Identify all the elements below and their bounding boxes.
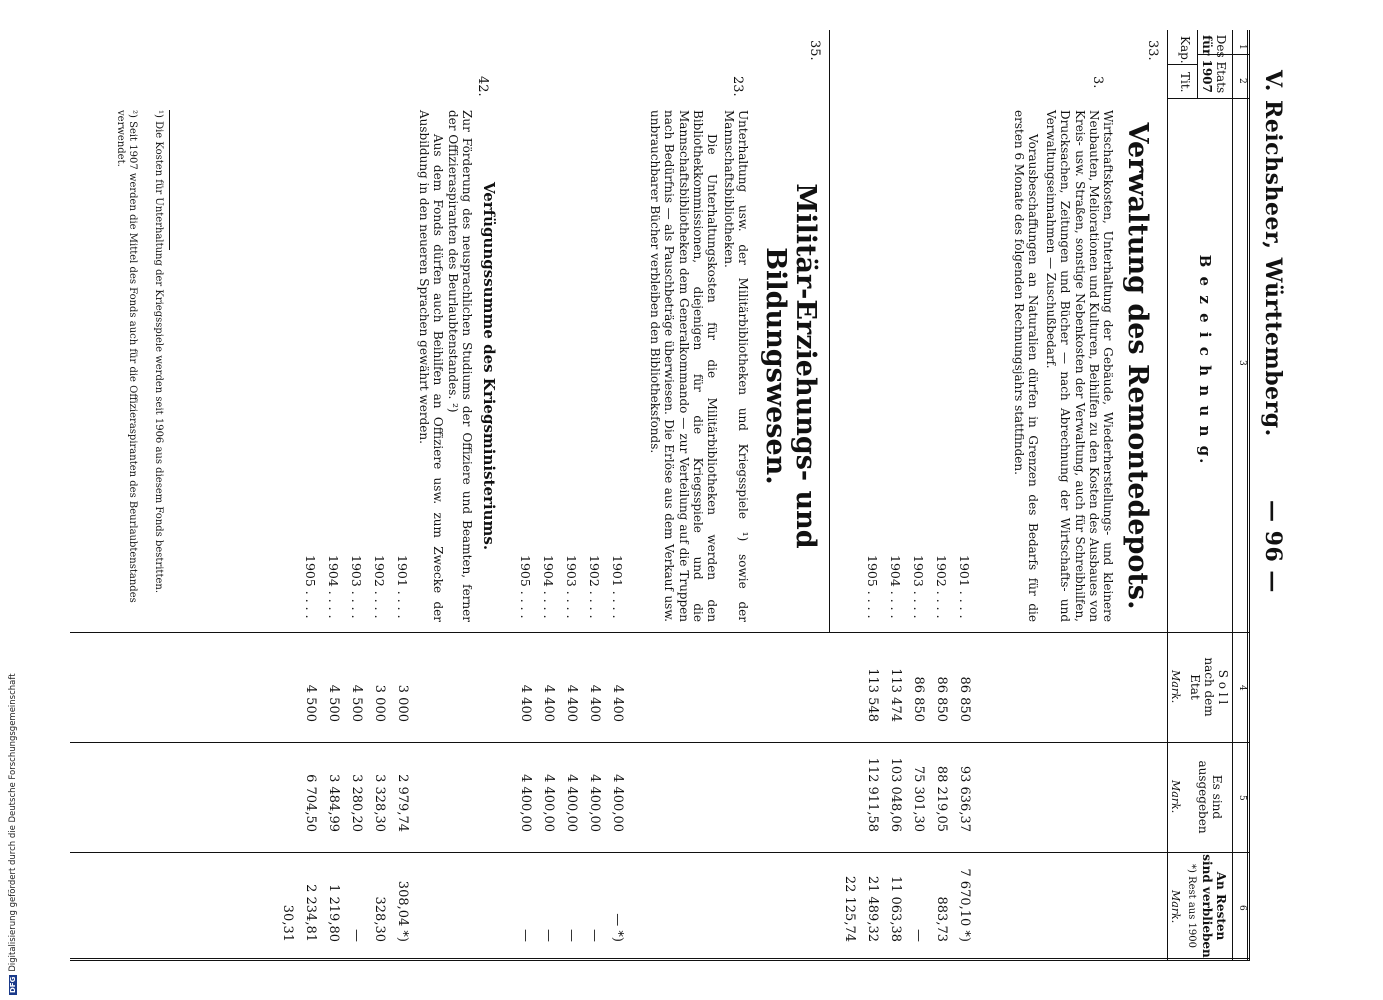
section-3-tit: 42. (475, 76, 490, 97)
section-2-ausgegeben: 4 400,00 (541, 774, 556, 832)
section-3-soll: 4 500 (349, 684, 364, 722)
section-2-soll: 4 400 (610, 684, 625, 722)
section-1-reste: 22 125,74 (842, 875, 857, 942)
section-1-ausgegeben: 75 301,30 (911, 765, 926, 832)
section-2-soll: 4 400 (564, 684, 579, 722)
section-2-soll: 4 400 (541, 684, 556, 722)
colnum-3: 3 (1237, 360, 1247, 366)
section-1-tit: 3. (1090, 76, 1105, 89)
section-3-ausgegeben: 3 484,99 (326, 774, 341, 832)
section-1-soll: 86 850 (957, 676, 972, 722)
footnote-2: ²) Seit 1907 werden die Mittel des Fonds auch für die Offizieraspiranten des Beurlaubtenstandes verwendet. (115, 110, 138, 603)
section-3-soll: 4 500 (326, 684, 341, 722)
section-2-text: Unterhaltung usw. der Militärbibliotheken und Kriegsspiele ¹) sowie der Mannschaftsbibliotheken. (721, 110, 750, 622)
section-1-year: 1905 . . . . (865, 555, 880, 619)
section-1-text2: Vorausbeschaffungen an Naturalien dürfen in Grenzen des Bedarfs für die ersten 6 Monate des folgenden Rechnungsjahrs stattfinden. (1011, 110, 1040, 622)
rule-v-tit (1168, 98, 1250, 99)
section-1-ausgegeben: 88 219,05 (934, 765, 949, 832)
page-number: — 96 — (1260, 500, 1286, 593)
section-2-year: 1901 . . . . (610, 555, 625, 619)
section-2-soll: 4 400 (518, 684, 533, 722)
colnum-1: 1 (1237, 44, 1247, 50)
section-1-reste: 21 489,32 (865, 875, 880, 942)
section-3-ausgegeben: 3 280,20 (349, 774, 364, 832)
footnote-1: ¹) Die Kosten für Unterhaltung der Kriegsspiele werden seit 1906 aus diesem Fonds bestritten. (153, 110, 164, 593)
section-3-reste: 2 234,81 (303, 884, 318, 942)
section-3-reste: — (349, 929, 364, 942)
section-1-soll: 86 850 (934, 676, 949, 722)
rule-v-kap-lower (1168, 64, 1198, 65)
section-3-text: Zur Förderung des neusprachlichen Studiums der Offiziere und Beamten, ferner der Offizieraspiranten des Beurlaubtenstandes. ²) (445, 110, 474, 622)
col-reste-header: An Resten sind verblieben *) Rest aus 1900 (1186, 854, 1228, 958)
section-3-reste: 30,31 (280, 904, 295, 942)
section-3-year: 1903 . . . . (349, 555, 364, 619)
section-3-ausgegeben: 6 704,50 (303, 774, 318, 832)
section-3-reste: 328,30 (372, 896, 387, 942)
section-1-ausgegeben: 103 048,06 (888, 757, 903, 832)
section-2-title: Militär-Erziehungs- und Bildungswesen. (760, 183, 821, 549)
section-2-ausgegeben: 4 400,00 (564, 774, 579, 832)
section-3-year: 1901 . . . . (395, 555, 410, 619)
section-3-year: 1904 . . . . (326, 555, 341, 619)
section-1-reste: 883,73 (934, 896, 949, 942)
section-1-kap: 33. (1145, 40, 1160, 61)
running-head-section: V. Reichsheer, Württemberg. (1260, 70, 1286, 437)
rule-section-2 (829, 30, 830, 632)
section-1-text: Wirtschaftskosten, Unterhaltung der Gebäude, Wiederherstellungs- und kleinere Neubauten, Meliorationen und Kulturen, Beihilfen zu den Kosten des Ausbaues von Kreis- usw. Straßen, sonstige Nebenkosten der Verwaltung, auch für Schreibhilfen, Drucksachen, Zeitungen und Bücher — nach Abrechnung der Wirtschafts- und Verwaltungseinnahmen — Zuschußbedarf. (1044, 110, 1115, 622)
sidebar (0, 0, 16, 1000)
col-tit-header: Tit. (1178, 72, 1192, 93)
section-2-soll: 4 400 (587, 684, 602, 722)
section-1-reste: 7 670,10 *) (957, 868, 972, 942)
rule-v-reste (70, 852, 1250, 853)
section-2-reste: — (564, 929, 579, 942)
rule-v-right (70, 958, 1250, 961)
rule-top (1247, 30, 1250, 960)
dfg-logo: DFG (8, 976, 17, 993)
section-3-soll: 3 000 (395, 684, 410, 722)
section-3-year: 1905 . . . . (303, 555, 318, 619)
section-1-year: 1904 . . . . (888, 555, 903, 619)
colnum-4: 4 (1237, 685, 1247, 691)
rule-v-soll (70, 632, 1250, 633)
col-bezeichnung-header: B e z e i c h n u n g. (1196, 254, 1214, 466)
unit-soll: Mark. (1169, 670, 1182, 704)
section-2-reste: — (518, 929, 533, 942)
section-2-year: 1903 . . . . (564, 555, 579, 619)
section-3-title: Verfügungssumme des Kriegsministeriums. (480, 181, 498, 551)
section-3-soll: 3 000 (372, 684, 387, 722)
section-3-text2: Aus dem Fonds dürfen auch Beihilfen an Offiziere usw. zum Zwecke der Ausbildung in den neueren Sprachen gewährt werden. (416, 110, 445, 622)
rotated-ledger-page (70, 30, 1290, 960)
colnum-2: 2 (1237, 78, 1247, 84)
footnote-rule (169, 110, 170, 250)
section-2-ausgegeben: 4 400,00 (610, 774, 625, 832)
section-2-kap: 35. (807, 40, 822, 61)
section-2-year: 1905 . . . . (518, 555, 533, 619)
section-2-reste: — (541, 929, 556, 942)
section-2-ausgegeben: 4 400,00 (587, 774, 602, 832)
section-2-reste: — (587, 929, 602, 942)
section-1-reste: 11 063,38 (888, 875, 903, 942)
sidebar-credit (8, 673, 18, 995)
section-3-year: 1902 . . . . (372, 555, 387, 619)
colnum-6: 6 (1237, 905, 1247, 911)
rule-header-bottom (1167, 30, 1168, 960)
section-1-year: 1902 . . . . (934, 555, 949, 619)
section-1-soll: 113 474 (888, 668, 903, 722)
section-3-ausgegeben: 3 328,30 (372, 774, 387, 832)
rule-colnums (1232, 30, 1233, 960)
section-1-title: Verwaltung des Remontedepots. (1122, 122, 1153, 610)
unit-ausgegeben: Mark. (1169, 780, 1182, 814)
section-1-ausgegeben: 93 636,37 (957, 765, 972, 832)
section-2-ausgegeben: 4 400,00 (518, 774, 533, 832)
rule-v-ausgegeben (70, 742, 1250, 743)
section-2-tit: 23. (730, 76, 745, 97)
section-3-ausgegeben: 2 979,74 (395, 774, 410, 832)
section-1-soll: 113 548 (865, 668, 880, 722)
section-1-soll: 86 850 (911, 676, 926, 722)
col-ausgegeben-header: Es sind ausgegeben (1196, 760, 1224, 834)
section-3-reste: 308,04 *) (395, 880, 410, 942)
section-2-text2: Die Unterhaltungskosten für die Militärbibliotheken werden den Bibliothekkommissionen, diejenigen für die Kriegsspiele und die Mannschaftsbibliotheken dem Generalkommando — zur Verteilung auf die Truppen nach Bedürfnis — als Pauschbeträge überwiesen. Die Erlöse aus dem Verkauf usw. unbrauchbarer Bücher verbleiben den Bibliotheksfonds. (648, 110, 719, 622)
col-etat-header: Des Etats für 1907 (1200, 34, 1228, 94)
unit-reste: Mark. (1169, 890, 1182, 924)
section-3-soll: 4 500 (303, 684, 318, 722)
col-kap-header: Kap. (1178, 36, 1192, 64)
section-2-reste: — *) (610, 913, 625, 942)
section-1-year: 1903 . . . . (911, 555, 926, 619)
section-1-ausgegeben: 112 911,58 (865, 757, 880, 832)
sidebar-credit-text: Digitalisierung gefördert durch die Deutsche Forschungsgemeinschaft (8, 673, 18, 972)
section-2-year: 1902 . . . . (587, 555, 602, 619)
section-3-reste: 1 219,80 (326, 884, 341, 942)
section-1-year: 1901 . . . . (957, 555, 972, 619)
rule-v-kap (1198, 54, 1250, 55)
col-soll-header: S o l l nach dem Etat (1188, 657, 1230, 717)
colnum-5: 5 (1237, 795, 1247, 801)
section-2-year: 1904 . . . . (541, 555, 556, 619)
section-1-reste: — (911, 929, 926, 942)
